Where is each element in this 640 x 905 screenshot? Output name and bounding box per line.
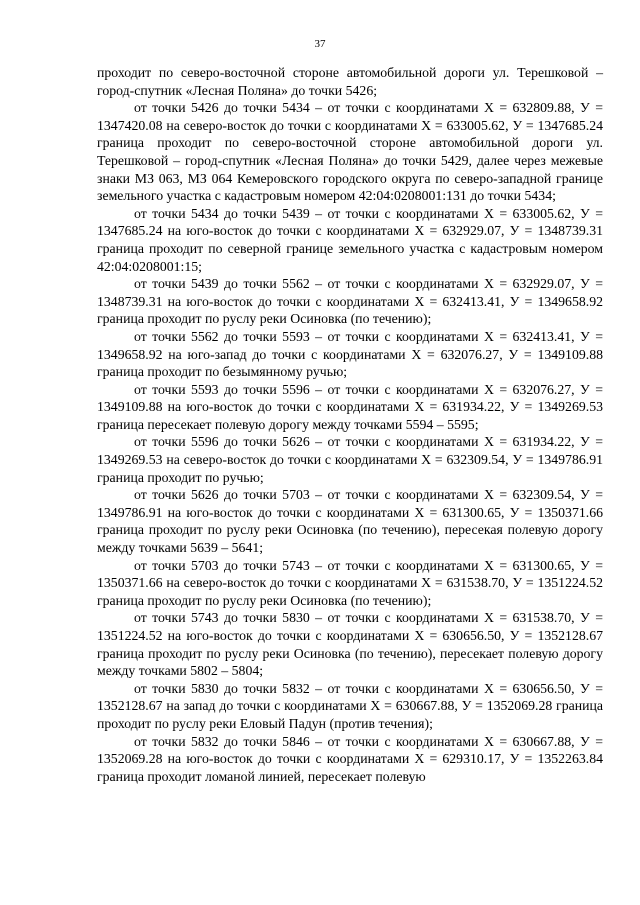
paragraph: от точки 5743 до точки 5830 – от точки с координатами Х = 631538.70, У = 1351224.52 на юго-восток до точки с координатами Х = 630656.50, У = 1352128.67 граница проходит по руслу реки Осиновка (по течению), пересекает полевую дорогу между точками 5802 – 5804; [97, 610, 603, 679]
page-number: 37 [314, 38, 326, 50]
paragraph: от точки 5434 до точки 5439 – от точки с координатами Х = 633005.62, У = 1347685.24 на юго-восток до точки с координатами Х = 632929.07, У = 1348739.31 граница проходит по северной границе земельного участка с кадастровым номером 42:04:0208001:15; [97, 205, 603, 274]
paragraph: от точки 5626 до точки 5703 – от точки с координатами Х = 632309.54, У = 1349786.91 на юго-восток до точки с координатами Х = 631300.65, У = 1350371.66 граница проходит по руслу реки Осиновка (по течению), пересекая полевую дорогу между точками 5639 – 5641; [97, 487, 603, 556]
paragraph: от точки 5596 до точки 5626 – от точки с координатами Х = 631934.22, У = 1349269.53 на северо-восток до точки с координатами Х = 632309.54, У = 1349786.91 граница проходит по ручью; [97, 434, 603, 485]
paragraph: проходит по северо-восточной стороне автомобильной дороги ул. Терешковой – город-спутник «Лесная Поляна» до точки 5426; [97, 65, 603, 98]
document-body [97, 64, 603, 785]
paragraph: от точки 5562 до точки 5593 – от точки с координатами Х = 632413.41, У = 1349658.92 на юго-запад до точки с координатами Х = 632076.27, У = 1349109.88 граница проходит по безымянному ручью; [97, 328, 603, 380]
paragraph: от точки 5439 до точки 5562 – от точки с координатами Х = 632929.07, У = 1348739.31 на юго-восток до точки с координатами Х = 632413.41, У = 1349658.92 граница проходит по руслу реки Осиновка (по течению); [97, 276, 603, 327]
paragraph: от точки 5703 до точки 5743 – от точки с координатами Х = 631300.65, У = 1350371.66 на северо-восток до точки с координатами Х = 631538.70, У = 1351224.52 граница проходит по руслу реки Осиновка (по течению); [97, 557, 603, 608]
paragraph: от точки 5832 до точки 5846 – от точки с координатами Х = 630667.88, У = 1352069.28 на юго-восток до точки с координатами Х = 629310.17, У = 1352263.84 граница проходит ломаной линией, пересекает полевую [97, 733, 603, 784]
paragraph: от точки 5426 до точки 5434 – от точки с координатами Х = 632809.88, У = 1347420.08 на северо-восток до точки с координатами Х = 633005.62, У = 1347685.24 граница проходит по северо-восточной стороне автомобильной дороги ул. Терешковой – город-спутник «Лесная Поляна» до точки 5429, далее через межевые знаки МЗ 063, МЗ 064 Кемеровского городского округа по северо-западной границе земельного участка с кадастровым номером 42:04:0208001:131 до точки 5434; [97, 100, 603, 204]
paragraph: от точки 5830 до точки 5832 – от точки с координатами Х = 630656.50, У = 1352128.67 на запад до точки с координатами Х = 630667.88, У = 1352069.28 граница проходит по руслу реки Еловый Падун (против течения); [97, 680, 603, 731]
paragraph: от точки 5593 до точки 5596 – от точки с координатами Х = 632076.27, У = 1349109.88 на юго-восток до точки с координатами Х = 631934.22, У = 1349269.53 граница пересекает полевую дорогу между точками 5594 – 5595; [97, 381, 603, 432]
